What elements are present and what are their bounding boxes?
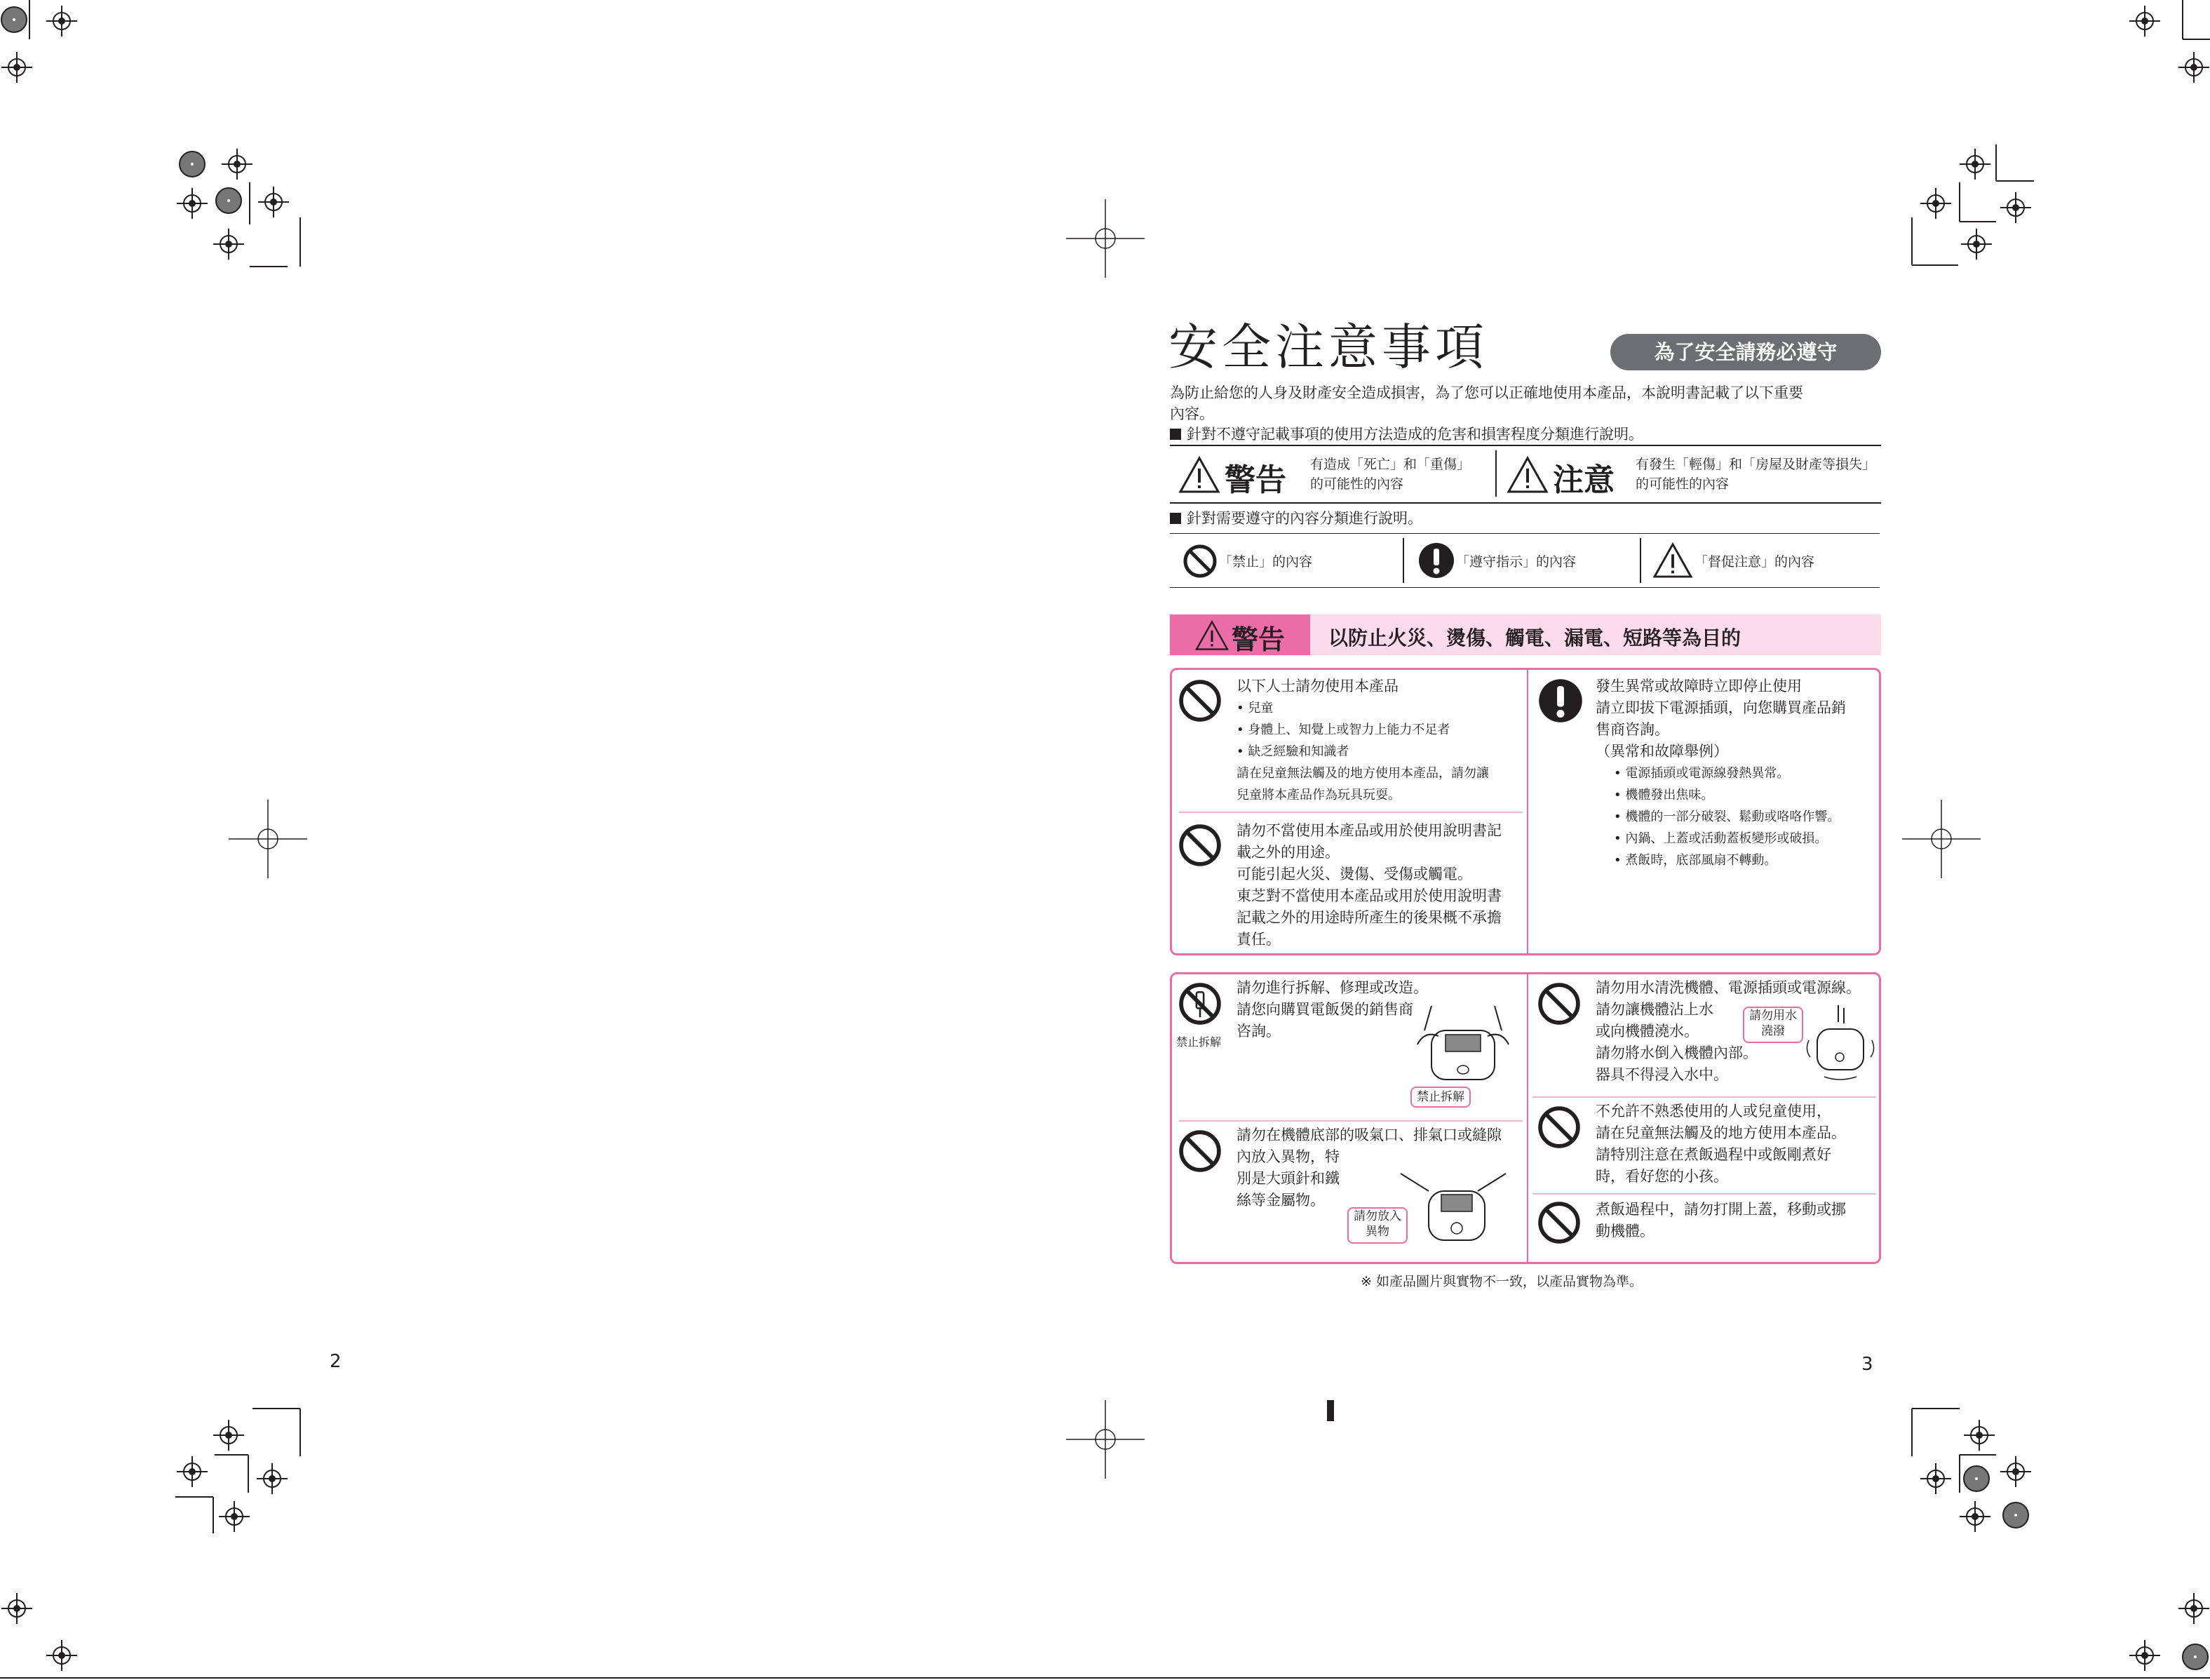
no-disassembly-icon-label: 禁止拆解 (1176, 1035, 1222, 1049)
prohibit-icon (1537, 1105, 1582, 1150)
children-bullet: • 兒童 (1237, 701, 1274, 715)
misuse-line: 責任。 (1237, 931, 1281, 948)
warning-level-word: 警告 (1225, 462, 1286, 498)
malfunction-example: • 機體發出焦味。 (1614, 788, 1714, 802)
warning-level-desc (1310, 455, 1470, 494)
square-bullet-icon (1170, 429, 1181, 440)
water-line: 請勿讓機體沾上水 (1596, 1001, 1713, 1018)
foreign-object-line: 別是大頭針和鐵 (1237, 1170, 1340, 1187)
square-bullet-icon (1170, 513, 1181, 524)
safety-pill-badge: 為了安全請務必遵守 (1610, 334, 1881, 370)
disassembly-line: 咨詢。 (1237, 1023, 1281, 1040)
callout-line-2: 澆潑 (1761, 1024, 1785, 1038)
caution-desc-line-2: 的可能性的內容 (1636, 476, 1730, 492)
warning-banner (1170, 614, 1881, 655)
no-water-callout (1743, 1007, 1803, 1043)
foreign-object-line: 請勿在機體底部的吸氣口、排氣口或縫隙 (1237, 1127, 1502, 1143)
section2-heading (1170, 508, 1422, 529)
callout-line-1: 請勿放入 (1354, 1209, 1401, 1223)
level-divider (1495, 450, 1497, 497)
malfunction-line: （異常和故障舉例） (1596, 743, 1728, 760)
water-line: 或向機體澆水。 (1596, 1023, 1699, 1040)
misuse-line: 載之外的用途。 (1237, 844, 1340, 861)
legend-divider (1403, 538, 1404, 583)
warning-box-1 (1170, 668, 1881, 955)
foreign-object-line: 內放入異物，特 (1237, 1148, 1340, 1165)
no-disassembly-callout: 禁止拆解 (1410, 1087, 1471, 1108)
disassembly-line: 請您向購買電飯煲的銷售商 (1237, 1001, 1413, 1018)
rice-cooker-disassembly-illustration (1410, 1002, 1516, 1094)
warning-desc-line-1: 有造成「死亡」和「重傷」 (1310, 457, 1471, 472)
children-bullet: • 缺乏經驗和知識者 (1237, 744, 1349, 759)
water-line: 請勿將水倒入機體內部。 (1596, 1044, 1758, 1061)
malfunction-example: • 機體的一部分破裂、鬆動或咯咯作響。 (1614, 809, 1840, 824)
caution-triangle-icon (1507, 456, 1549, 494)
prohibit-icon (1178, 1129, 1222, 1174)
box-row-divider (1179, 1120, 1523, 1122)
cooking-lid-line: 動機體。 (1596, 1223, 1655, 1239)
malfunction-instruction (1596, 676, 1876, 871)
malfunction-example: • 煮飯時，底部風扇不轉動。 (1614, 853, 1777, 868)
footnote: ※ 如產品圖片與實物不一致，以產品實物為準。 (1361, 1274, 1643, 1289)
box-row-divider (1532, 1096, 1876, 1098)
children-warning-line-2: 請在兒童無法觸及的地方使用本產品，請勿讓 (1237, 766, 1489, 781)
water-line: 請勿用水清洗機體、電源插頭或電源線。 (1596, 979, 1861, 996)
malfunction-example: • 內鍋、上蓋或活動蓋板變形或破損。 (1614, 831, 1828, 846)
prohibit-icon (1178, 823, 1222, 868)
box-row-divider (1532, 1193, 1876, 1195)
mandatory-exclamation-icon (1538, 678, 1583, 723)
cooking-lid-warning (1596, 1199, 1879, 1242)
callout-line-1: 請勿用水 (1749, 1009, 1797, 1023)
unfamiliar-line: 時，看好您的小孩。 (1596, 1168, 1728, 1185)
malfunction-line: 發生異常或故障時立即停止使用 (1596, 678, 1802, 694)
malfunction-examples (1596, 762, 1876, 871)
misuse-warning (1237, 820, 1524, 950)
prohibit-icon (1537, 1200, 1582, 1245)
warning-banner-purpose: 以防止火災、燙傷、觸電、漏電、短路等為目的 (1328, 626, 1741, 650)
children-warning-line-3: 兒童將本產品作為玩具玩耍。 (1237, 788, 1401, 802)
warning-desc-line-2: 的可能性的內容 (1310, 476, 1404, 492)
unfamiliar-line: 請特別注意在煮飯過程中或飯剛煮好 (1596, 1146, 1831, 1163)
callout-line-2: 異物 (1366, 1225, 1389, 1239)
no-foreign-object-callout (1347, 1207, 1408, 1244)
unfamiliar-user-warning (1596, 1101, 1879, 1188)
warning-triangle-icon (1194, 620, 1230, 651)
rice-cooker-water-illustration (1803, 1001, 1878, 1085)
attention-legend-label: 「督促注意」的內容 (1694, 554, 1815, 570)
foreign-object-line: 絲等金屬物。 (1237, 1192, 1325, 1209)
unfamiliar-line: 請在兒童無法觸及的地方使用本產品。 (1596, 1124, 1846, 1141)
children-warning-line-1: 以下人士請勿使用本產品 (1237, 678, 1399, 694)
intro-line-2: 內容。 (1170, 405, 1214, 422)
prohibit-legend-label: 「禁止」的內容 (1219, 554, 1313, 570)
intro-paragraph (1170, 382, 1857, 424)
box-divider (1527, 670, 1528, 953)
warning-triangle-icon (1178, 456, 1220, 494)
caution-level-word: 注意 (1553, 462, 1615, 498)
no-disassembly-icon (1178, 981, 1222, 1026)
children-bullet: • 身體上、知覺上或智力上能力不足者 (1237, 723, 1450, 737)
caution-desc-line-1: 有發生「輕傷」和「房屋及財產等損失」 (1636, 457, 1876, 472)
misuse-line: 可能引起火災、燙傷、受傷或觸電。 (1237, 866, 1472, 882)
misuse-line: 請勿不當使用本產品或用於使用說明書記 (1237, 822, 1502, 839)
page-number-left: 2 (330, 1351, 342, 1372)
box-divider (1527, 974, 1528, 1262)
prohibit-icon (1537, 981, 1582, 1026)
mandatory-exclamation-icon (1418, 542, 1455, 579)
cooking-lid-line: 煮飯過程中，請勿打開上蓋，移動或挪 (1596, 1201, 1846, 1218)
section1-heading (1170, 424, 1643, 445)
disassembly-line: 請勿進行拆解、修理或改造。 (1237, 979, 1428, 996)
box-row-divider (1179, 812, 1523, 813)
page-title: 安全注意事項 (1168, 318, 1488, 376)
malfunction-line: 請立即拔下電源插頭，向您購買產品銷 (1596, 699, 1846, 716)
misuse-line: 東芝對不當使用本產品或用於使用說明書 (1237, 887, 1502, 904)
page-number-right: 3 (1861, 1354, 1873, 1375)
warning-box-2 (1170, 972, 1881, 1264)
malfunction-example: • 電源插頭或電源線發熱異常。 (1614, 766, 1790, 781)
malfunction-line: 售商咨詢。 (1596, 721, 1669, 738)
intro-line-1: 為防止給您的人身及財產安全造成損害，為了您可以正確地使用本產品，本說明書記載了以下重要 (1170, 384, 1803, 401)
section1-heading-text: 針對不遵守記載事項的使用方法造成的危害和損害程度分類進行說明。 (1187, 426, 1643, 443)
symbol-legend-row (1170, 533, 1880, 588)
unfamiliar-line: 不允許不熟悉使用的人或兒童使用， (1596, 1103, 1831, 1120)
legend-divider (1640, 538, 1641, 583)
misuse-line: 記載之外的用途時所產生的後果概不承擔 (1237, 909, 1502, 926)
warning-banner-word: 警告 (1232, 624, 1286, 655)
mandatory-legend-label: 「遵守指示」的內容 (1456, 554, 1577, 570)
prohibit-icon (1178, 678, 1222, 723)
hazard-level-row (1170, 445, 1881, 504)
children-warning (1237, 676, 1524, 806)
prohibit-icon (1183, 544, 1218, 579)
attention-triangle-icon (1652, 542, 1693, 579)
section2-heading-text: 針對需要遵守的內容分類進行說明。 (1187, 510, 1422, 527)
water-line: 器具不得浸入水中。 (1596, 1066, 1728, 1083)
caution-level-desc (1636, 455, 1875, 494)
